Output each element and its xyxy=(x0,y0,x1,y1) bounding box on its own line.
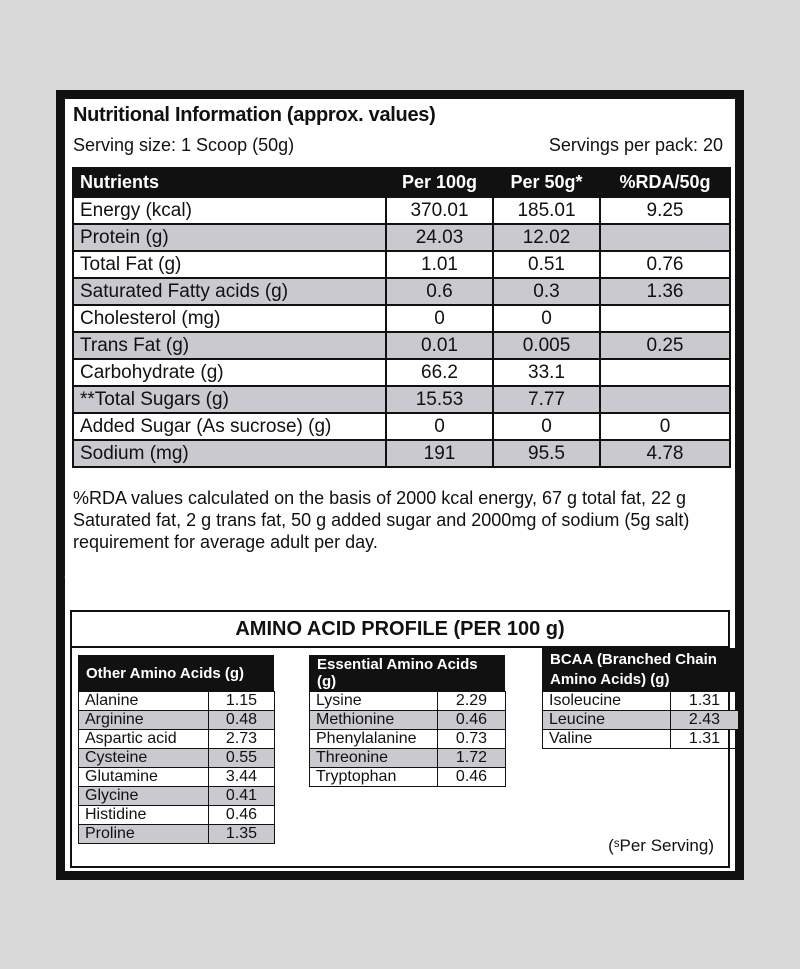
nutrition-label xyxy=(56,90,744,880)
amino-value: 1.72 xyxy=(438,749,506,768)
nutrient-name: Saturated Fatty acids (g) xyxy=(73,278,386,305)
per-100g-value: 0 xyxy=(386,305,493,332)
per-50g-value: 0.3 xyxy=(493,278,600,305)
amino-name: Phenylalanine xyxy=(310,730,438,749)
rda-value: 4.78 xyxy=(600,440,730,467)
amino-value: 1.15 xyxy=(209,692,275,711)
nutrition-header-row xyxy=(73,168,730,197)
amino-row xyxy=(79,787,275,806)
amino-row xyxy=(310,692,506,711)
amino-name: Glutamine xyxy=(79,768,209,787)
per-50g-value: 0.51 xyxy=(493,251,600,278)
amino-value: 2.29 xyxy=(438,692,506,711)
nutrient-name: Cholesterol (mg) xyxy=(73,305,386,332)
amino-value: 1.35 xyxy=(209,825,275,844)
header-nutrients: Nutrients xyxy=(73,168,386,197)
amino-row xyxy=(543,730,739,749)
amino-name: Lysine xyxy=(310,692,438,711)
nutrient-name: Total Fat (g) xyxy=(73,251,386,278)
rda-value: 0.25 xyxy=(600,332,730,359)
amino-row xyxy=(310,768,506,787)
per-50g-value: 0 xyxy=(493,305,600,332)
rda-value: 0.76 xyxy=(600,251,730,278)
nutrition-row xyxy=(73,305,730,332)
amino-box xyxy=(70,610,730,868)
amino-group-header: Other Amino Acids (g) xyxy=(78,655,274,691)
amino-value: 0.46 xyxy=(438,711,506,730)
per-100g-value: 24.03 xyxy=(386,224,493,251)
amino-row xyxy=(543,711,739,730)
servings-per-pack: Servings per pack: 20 xyxy=(548,135,723,155)
per-100g-value: 370.01 xyxy=(386,197,493,224)
amino-row xyxy=(79,806,275,825)
nutrition-row xyxy=(73,224,730,251)
amino-name: Histidine xyxy=(79,806,209,825)
amino-group-header: BCAA (Branched Chain Amino Acids) (g) xyxy=(542,648,738,691)
amino-name: Alanine xyxy=(79,692,209,711)
nutrient-name: Energy (kcal) xyxy=(73,197,386,224)
amino-name: Methionine xyxy=(310,711,438,730)
per-100g-value: 0.6 xyxy=(386,278,493,305)
amino-group-essential xyxy=(309,655,505,787)
per-50g-value: 0 xyxy=(493,413,600,440)
amino-value: 2.43 xyxy=(671,711,739,730)
amino-group-table xyxy=(309,691,506,787)
per-50g-value: 7.77 xyxy=(493,386,600,413)
per-50g-value: 33.1 xyxy=(493,359,600,386)
per-50g-value: 12.02 xyxy=(493,224,600,251)
amino-value: 0.41 xyxy=(209,787,275,806)
rda-value xyxy=(600,224,730,251)
amino-title: AMINO ACID PROFILE (PER 100 g) xyxy=(72,612,728,648)
amino-group-bcaa xyxy=(542,648,738,749)
nutrient-name: Trans Fat (g) xyxy=(73,332,386,359)
amino-value: 0.46 xyxy=(209,806,275,825)
amino-name: Valine xyxy=(543,730,671,749)
amino-name: Tryptophan xyxy=(310,768,438,787)
amino-name: Glycine xyxy=(79,787,209,806)
per-100g-value: 1.01 xyxy=(386,251,493,278)
nutrient-name: Protein (g) xyxy=(73,224,386,251)
per-100g-value: 0 xyxy=(386,413,493,440)
per-50g-value: 95.5 xyxy=(493,440,600,467)
header-per-100g: Per 100g xyxy=(386,168,493,197)
per-100g-value: 66.2 xyxy=(386,359,493,386)
amino-row xyxy=(79,749,275,768)
nutrition-title: Nutritional Information (approx. values) xyxy=(73,104,436,126)
amino-group-header: Essential Amino Acids (g) xyxy=(309,655,505,691)
amino-row xyxy=(79,768,275,787)
amino-value: 2.73 xyxy=(209,730,275,749)
nutrition-row xyxy=(73,251,730,278)
amino-row xyxy=(310,730,506,749)
amino-value: 3.44 xyxy=(209,768,275,787)
nutrient-name: Sodium (mg) xyxy=(73,440,386,467)
amino-value: 0.55 xyxy=(209,749,275,768)
rda-footnote: %RDA values calculated on the basis of 2000 kcal energy, 67 g total fat, 22 g Saturated fat, 2 g trans fat, 50 g added sugar and 2000mg of sodium (5g salt) requirement for average adult per day. xyxy=(73,488,690,552)
amino-row xyxy=(79,730,275,749)
amino-name: Arginine xyxy=(79,711,209,730)
nutrient-name: Carbohydrate (g) xyxy=(73,359,386,386)
header-rda: %RDA/50g xyxy=(600,168,730,197)
per-50g-value: 0.005 xyxy=(493,332,600,359)
sugars-note: CONTAINS NATURALLY OCCURRING SUGARS** xyxy=(64,568,445,587)
header-per-50g: Per 50g* xyxy=(493,168,600,197)
amino-value: 1.31 xyxy=(671,692,739,711)
rda-value: 9.25 xyxy=(600,197,730,224)
amino-row xyxy=(79,692,275,711)
amino-group-table xyxy=(542,691,739,749)
rda-value xyxy=(600,359,730,386)
nutrition-row xyxy=(73,278,730,305)
per-50g-value: 185.01 xyxy=(493,197,600,224)
nutrition-row xyxy=(73,386,730,413)
amino-panel xyxy=(65,605,735,871)
amino-group-table xyxy=(78,691,275,844)
amino-row xyxy=(310,749,506,768)
amino-name: Isoleucine xyxy=(543,692,671,711)
per-100g-value: 0.01 xyxy=(386,332,493,359)
amino-value: 0.48 xyxy=(209,711,275,730)
amino-row xyxy=(79,825,275,844)
amino-value: 0.73 xyxy=(438,730,506,749)
amino-name: Aspartic acid xyxy=(79,730,209,749)
nutrient-name: **Total Sugars (g) xyxy=(73,386,386,413)
amino-value: 0.46 xyxy=(438,768,506,787)
nutrition-table xyxy=(72,167,731,468)
nutrition-row xyxy=(73,413,730,440)
per-100g-value: 15.53 xyxy=(386,386,493,413)
nutrition-row xyxy=(73,332,730,359)
amino-name: Proline xyxy=(79,825,209,844)
nutrition-row xyxy=(73,440,730,467)
nutrient-name: Added Sugar (As sucrose) (g) xyxy=(73,413,386,440)
amino-row xyxy=(310,711,506,730)
rda-value xyxy=(600,386,730,413)
amino-name: Cysteine xyxy=(79,749,209,768)
nutrition-row xyxy=(73,197,730,224)
amino-name: Leucine xyxy=(543,711,671,730)
amino-name: Threonine xyxy=(310,749,438,768)
amino-row xyxy=(79,711,275,730)
amino-group-other xyxy=(78,655,274,844)
rda-value: 0 xyxy=(600,413,730,440)
rda-value: 1.36 xyxy=(600,278,730,305)
per-serving-note: (ˢPer Serving) xyxy=(608,836,714,855)
rda-value xyxy=(600,305,730,332)
per-100g-value: 191 xyxy=(386,440,493,467)
nutrition-panel xyxy=(65,99,735,644)
amino-value: 1.31 xyxy=(671,730,739,749)
serving-size: Serving size: 1 Scoop (50g) xyxy=(73,135,295,155)
amino-row xyxy=(543,692,739,711)
nutrition-row xyxy=(73,359,730,386)
